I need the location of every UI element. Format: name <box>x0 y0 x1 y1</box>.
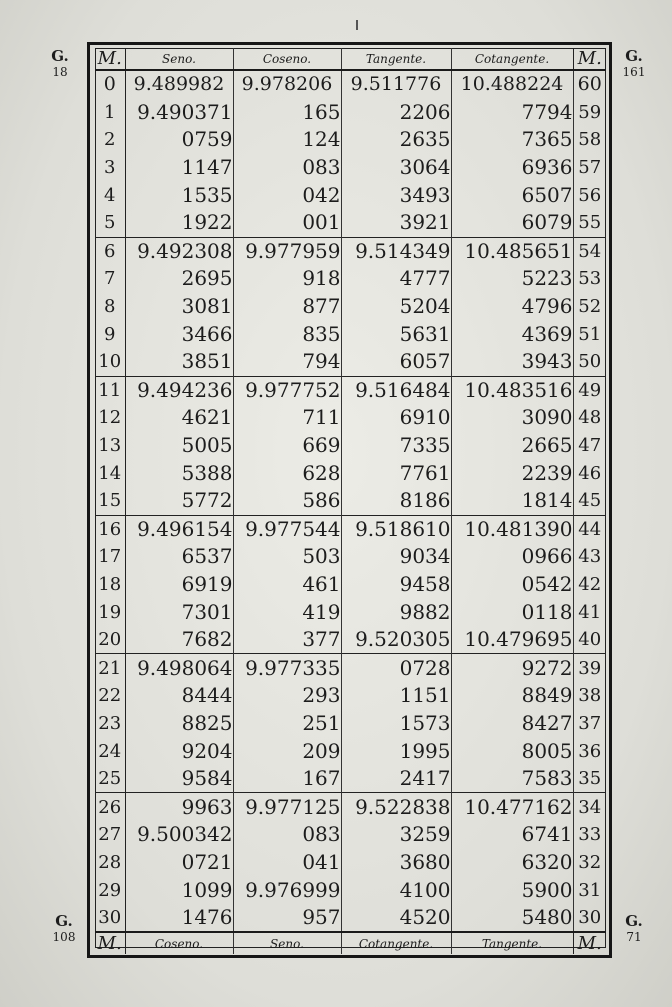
minute-left: 0 <box>95 70 125 99</box>
sine-value: 1476 <box>125 904 233 933</box>
degree-number: 161 <box>622 65 646 79</box>
minute-right: 52 <box>573 293 606 321</box>
sine-value: 9.489982 <box>125 70 233 99</box>
table-row <box>95 904 606 933</box>
table-row <box>95 265 606 293</box>
cosine-value: 9.977125 <box>233 793 341 821</box>
table-row <box>95 376 606 404</box>
tangent-value: 6057 <box>341 348 451 376</box>
minute-left: 20 <box>95 626 125 654</box>
minute-left: 19 <box>95 598 125 626</box>
table-row <box>95 849 606 877</box>
footer-cosine: Coseno. <box>125 932 233 954</box>
header-minutes-right: M. <box>573 48 606 70</box>
table-row <box>95 710 606 738</box>
cotangent-value: 3943 <box>451 348 573 376</box>
tangent-value: 3493 <box>341 181 451 209</box>
sine-value: 9.492308 <box>125 237 233 265</box>
minute-right: 56 <box>573 181 606 209</box>
minute-right: 59 <box>573 99 606 127</box>
cosine-value: 419 <box>233 598 341 626</box>
minute-right: 42 <box>573 571 606 599</box>
minute-right: 45 <box>573 487 606 515</box>
tangent-value: 2206 <box>341 99 451 127</box>
table-row <box>95 876 606 904</box>
table-row <box>95 126 606 154</box>
degree-label: G. <box>625 912 643 930</box>
table-row <box>95 571 606 599</box>
cosine-value: 9.977959 <box>233 237 341 265</box>
table-row <box>95 682 606 710</box>
tangent-value: 9.516484 <box>341 376 451 404</box>
tangent-value: 2635 <box>341 126 451 154</box>
tangent-value: 3680 <box>341 849 451 877</box>
minute-left: 26 <box>95 793 125 821</box>
minute-right: 58 <box>573 126 606 154</box>
table-row <box>95 654 606 682</box>
sine-value: 3851 <box>125 348 233 376</box>
cotangent-value: 10.481390 <box>451 515 573 543</box>
minute-right: 43 <box>573 543 606 571</box>
tangent-value: 2417 <box>341 765 451 793</box>
cosine-value: 9.978206 <box>233 70 341 99</box>
minute-right: 34 <box>573 793 606 821</box>
table-row <box>95 626 606 654</box>
table-row <box>95 515 606 543</box>
tangent-value: 9.522838 <box>341 793 451 821</box>
cosine-value: 9.977752 <box>233 376 341 404</box>
minute-left: 21 <box>95 654 125 682</box>
minute-left: 25 <box>95 765 125 793</box>
cosine-value: 586 <box>233 487 341 515</box>
tangent-value: 9.520305 <box>341 626 451 654</box>
cosine-value: 083 <box>233 821 341 849</box>
minute-right: 57 <box>573 154 606 182</box>
minute-right: 49 <box>573 376 606 404</box>
header-minutes-left: M. <box>95 48 125 70</box>
minute-right: 32 <box>573 849 606 877</box>
cosine-value: 9.977335 <box>233 654 341 682</box>
minute-left: 11 <box>95 376 125 404</box>
sine-value: 1922 <box>125 209 233 237</box>
cotangent-value: 1814 <box>451 487 573 515</box>
tangent-value: 1995 <box>341 737 451 765</box>
minute-right: 37 <box>573 710 606 738</box>
cotangent-value: 8427 <box>451 710 573 738</box>
cotangent-value: 4796 <box>451 293 573 321</box>
cosine-value: 669 <box>233 432 341 460</box>
tangent-value: 9034 <box>341 543 451 571</box>
sine-value: 9.500342 <box>125 821 233 849</box>
sine-value: 7301 <box>125 598 233 626</box>
table-row <box>95 432 606 460</box>
sine-value: 9204 <box>125 737 233 765</box>
minute-left: 15 <box>95 487 125 515</box>
sine-value: 0721 <box>125 849 233 877</box>
cotangent-value: 2665 <box>451 432 573 460</box>
sine-value: 1099 <box>125 876 233 904</box>
minute-right: 30 <box>573 904 606 933</box>
minute-left: 22 <box>95 682 125 710</box>
tangent-value: 9.511776 <box>341 70 451 99</box>
cosine-value: 957 <box>233 904 341 933</box>
minute-right: 47 <box>573 432 606 460</box>
minute-left: 27 <box>95 821 125 849</box>
minute-right: 33 <box>573 821 606 849</box>
cosine-value: 001 <box>233 209 341 237</box>
minute-left: 13 <box>95 432 125 460</box>
table-row <box>95 181 606 209</box>
tangent-value: 1151 <box>341 682 451 710</box>
cosine-value: 461 <box>233 571 341 599</box>
table-row <box>95 598 606 626</box>
degree-label: G. <box>51 47 69 65</box>
cotangent-value: 5480 <box>451 904 573 933</box>
cotangent-value: 10.479695 <box>451 626 573 654</box>
corner-bottom-right <box>614 913 654 945</box>
sine-value: 9.498064 <box>125 654 233 682</box>
cotangent-value: 0118 <box>451 598 573 626</box>
cosine-value: 9.976999 <box>233 876 341 904</box>
cosine-value: 041 <box>233 849 341 877</box>
cotangent-value: 3090 <box>451 404 573 432</box>
cotangent-value: 8005 <box>451 737 573 765</box>
cotangent-value: 10.477162 <box>451 793 573 821</box>
sine-value: 3466 <box>125 320 233 348</box>
cosine-value: 711 <box>233 404 341 432</box>
cotangent-value: 9272 <box>451 654 573 682</box>
table-row <box>95 99 606 127</box>
cotangent-value: 6320 <box>451 849 573 877</box>
tangent-value: 5631 <box>341 320 451 348</box>
cosine-value: 209 <box>233 737 341 765</box>
degree-number: 71 <box>626 930 642 944</box>
footer-sine: Seno. <box>233 932 341 954</box>
minute-left: 2 <box>95 126 125 154</box>
cosine-value: 877 <box>233 293 341 321</box>
tangent-value: 4777 <box>341 265 451 293</box>
cotangent-value: 6936 <box>451 154 573 182</box>
cosine-value: 503 <box>233 543 341 571</box>
tangent-value: 3259 <box>341 821 451 849</box>
table-row <box>95 821 606 849</box>
corner-top-right <box>614 48 654 80</box>
sine-value: 6919 <box>125 571 233 599</box>
tangent-value: 0728 <box>341 654 451 682</box>
tangent-value: 6910 <box>341 404 451 432</box>
minute-right: 40 <box>573 626 606 654</box>
sine-value: 6537 <box>125 543 233 571</box>
minute-right: 35 <box>573 765 606 793</box>
minute-right: 39 <box>573 654 606 682</box>
tangent-value: 7761 <box>341 459 451 487</box>
minute-right: 50 <box>573 348 606 376</box>
sine-value: 8444 <box>125 682 233 710</box>
minute-left: 23 <box>95 710 125 738</box>
cotangent-value: 10.488224 <box>451 70 573 99</box>
sine-value: 5388 <box>125 459 233 487</box>
minute-right: 38 <box>573 682 606 710</box>
cotangent-value: 10.483516 <box>451 376 573 404</box>
tangent-value: 9882 <box>341 598 451 626</box>
cotangent-value: 7583 <box>451 765 573 793</box>
minute-left: 18 <box>95 571 125 599</box>
tangent-value: 7335 <box>341 432 451 460</box>
sine-value: 9963 <box>125 793 233 821</box>
header-cosine: Coseno. <box>233 48 341 70</box>
minute-left: 4 <box>95 181 125 209</box>
minute-left: 1 <box>95 99 125 127</box>
table-row <box>95 70 606 99</box>
minute-right: 60 <box>573 70 606 99</box>
sine-value: 3081 <box>125 293 233 321</box>
cotangent-value: 2239 <box>451 459 573 487</box>
tangent-value: 9458 <box>341 571 451 599</box>
minute-left: 16 <box>95 515 125 543</box>
minute-left: 9 <box>95 320 125 348</box>
degree-label: G. <box>625 47 643 65</box>
cosine-value: 628 <box>233 459 341 487</box>
cosine-value: 124 <box>233 126 341 154</box>
sine-value: 9.490371 <box>125 99 233 127</box>
cosine-value: 167 <box>233 765 341 793</box>
minute-left: 30 <box>95 904 125 933</box>
cosine-value: 165 <box>233 99 341 127</box>
table-row <box>95 543 606 571</box>
corner-bottom-left <box>44 913 84 945</box>
table-row <box>95 737 606 765</box>
degree-number: 18 <box>52 65 68 79</box>
table-row <box>95 404 606 432</box>
trig-log-table <box>95 48 606 954</box>
minute-right: 44 <box>573 515 606 543</box>
minute-right: 55 <box>573 209 606 237</box>
sine-value: 9.496154 <box>125 515 233 543</box>
minute-right: 31 <box>573 876 606 904</box>
tangent-value: 9.514349 <box>341 237 451 265</box>
minute-right: 53 <box>573 265 606 293</box>
minute-left: 14 <box>95 459 125 487</box>
cosine-value: 042 <box>233 181 341 209</box>
table-row <box>95 793 606 821</box>
minute-right: 41 <box>573 598 606 626</box>
sine-value: 7682 <box>125 626 233 654</box>
table-row <box>95 348 606 376</box>
table-row <box>95 459 606 487</box>
minute-left: 10 <box>95 348 125 376</box>
minute-left: 5 <box>95 209 125 237</box>
cosine-value: 9.977544 <box>233 515 341 543</box>
minute-right: 54 <box>573 237 606 265</box>
tangent-value: 5204 <box>341 293 451 321</box>
cotangent-value: 0966 <box>451 543 573 571</box>
table-row <box>95 293 606 321</box>
minute-left: 12 <box>95 404 125 432</box>
sine-value: 5772 <box>125 487 233 515</box>
minute-left: 24 <box>95 737 125 765</box>
cosine-value: 835 <box>233 320 341 348</box>
footer-minutes-left: M. <box>95 932 125 954</box>
footer-cotangent: Cotangente. <box>341 932 451 954</box>
tangent-value: 8186 <box>341 487 451 515</box>
footer-row <box>95 932 606 954</box>
footer-minutes-right: M. <box>573 932 606 954</box>
minute-left: 17 <box>95 543 125 571</box>
sine-value: 9584 <box>125 765 233 793</box>
table-row <box>95 237 606 265</box>
corner-top-left <box>40 48 80 80</box>
sine-value: 5005 <box>125 432 233 460</box>
minute-left: 8 <box>95 293 125 321</box>
table-row <box>95 320 606 348</box>
table-row <box>95 487 606 515</box>
tangent-value: 3921 <box>341 209 451 237</box>
minute-right: 36 <box>573 737 606 765</box>
degree-label: G. <box>55 912 73 930</box>
sine-value: 2695 <box>125 265 233 293</box>
cotangent-value: 6741 <box>451 821 573 849</box>
tangent-value: 9.518610 <box>341 515 451 543</box>
table-row <box>95 154 606 182</box>
table-body <box>95 70 606 932</box>
cosine-value: 377 <box>233 626 341 654</box>
top-tick-mark <box>356 20 358 30</box>
minute-left: 7 <box>95 265 125 293</box>
tangent-value: 3064 <box>341 154 451 182</box>
cosine-value: 918 <box>233 265 341 293</box>
sine-value: 0759 <box>125 126 233 154</box>
minute-left: 28 <box>95 849 125 877</box>
cotangent-value: 0542 <box>451 571 573 599</box>
cotangent-value: 10.485651 <box>451 237 573 265</box>
cosine-value: 251 <box>233 710 341 738</box>
degree-number: 108 <box>52 930 76 944</box>
cotangent-value: 5223 <box>451 265 573 293</box>
tangent-value: 4520 <box>341 904 451 933</box>
minute-right: 51 <box>573 320 606 348</box>
sine-value: 1535 <box>125 181 233 209</box>
table-row <box>95 209 606 237</box>
cotangent-value: 7794 <box>451 99 573 127</box>
cotangent-value: 8849 <box>451 682 573 710</box>
minute-right: 46 <box>573 459 606 487</box>
sine-value: 9.494236 <box>125 376 233 404</box>
cosine-value: 293 <box>233 682 341 710</box>
sine-value: 1147 <box>125 154 233 182</box>
cotangent-value: 5900 <box>451 876 573 904</box>
footer-tangent: Tangente. <box>451 932 573 954</box>
header-cotangent: Cotangente. <box>451 48 573 70</box>
header-row <box>95 48 606 70</box>
header-tangent: Tangente. <box>341 48 451 70</box>
tangent-value: 1573 <box>341 710 451 738</box>
cotangent-value: 7365 <box>451 126 573 154</box>
minute-left: 6 <box>95 237 125 265</box>
sine-value: 8825 <box>125 710 233 738</box>
minute-left: 29 <box>95 876 125 904</box>
minute-left: 3 <box>95 154 125 182</box>
header-sine: Seno. <box>125 48 233 70</box>
cotangent-value: 6079 <box>451 209 573 237</box>
table-row <box>95 765 606 793</box>
tangent-value: 4100 <box>341 876 451 904</box>
cosine-value: 794 <box>233 348 341 376</box>
minute-right: 48 <box>573 404 606 432</box>
cotangent-value: 4369 <box>451 320 573 348</box>
cosine-value: 083 <box>233 154 341 182</box>
sine-value: 4621 <box>125 404 233 432</box>
cotangent-value: 6507 <box>451 181 573 209</box>
